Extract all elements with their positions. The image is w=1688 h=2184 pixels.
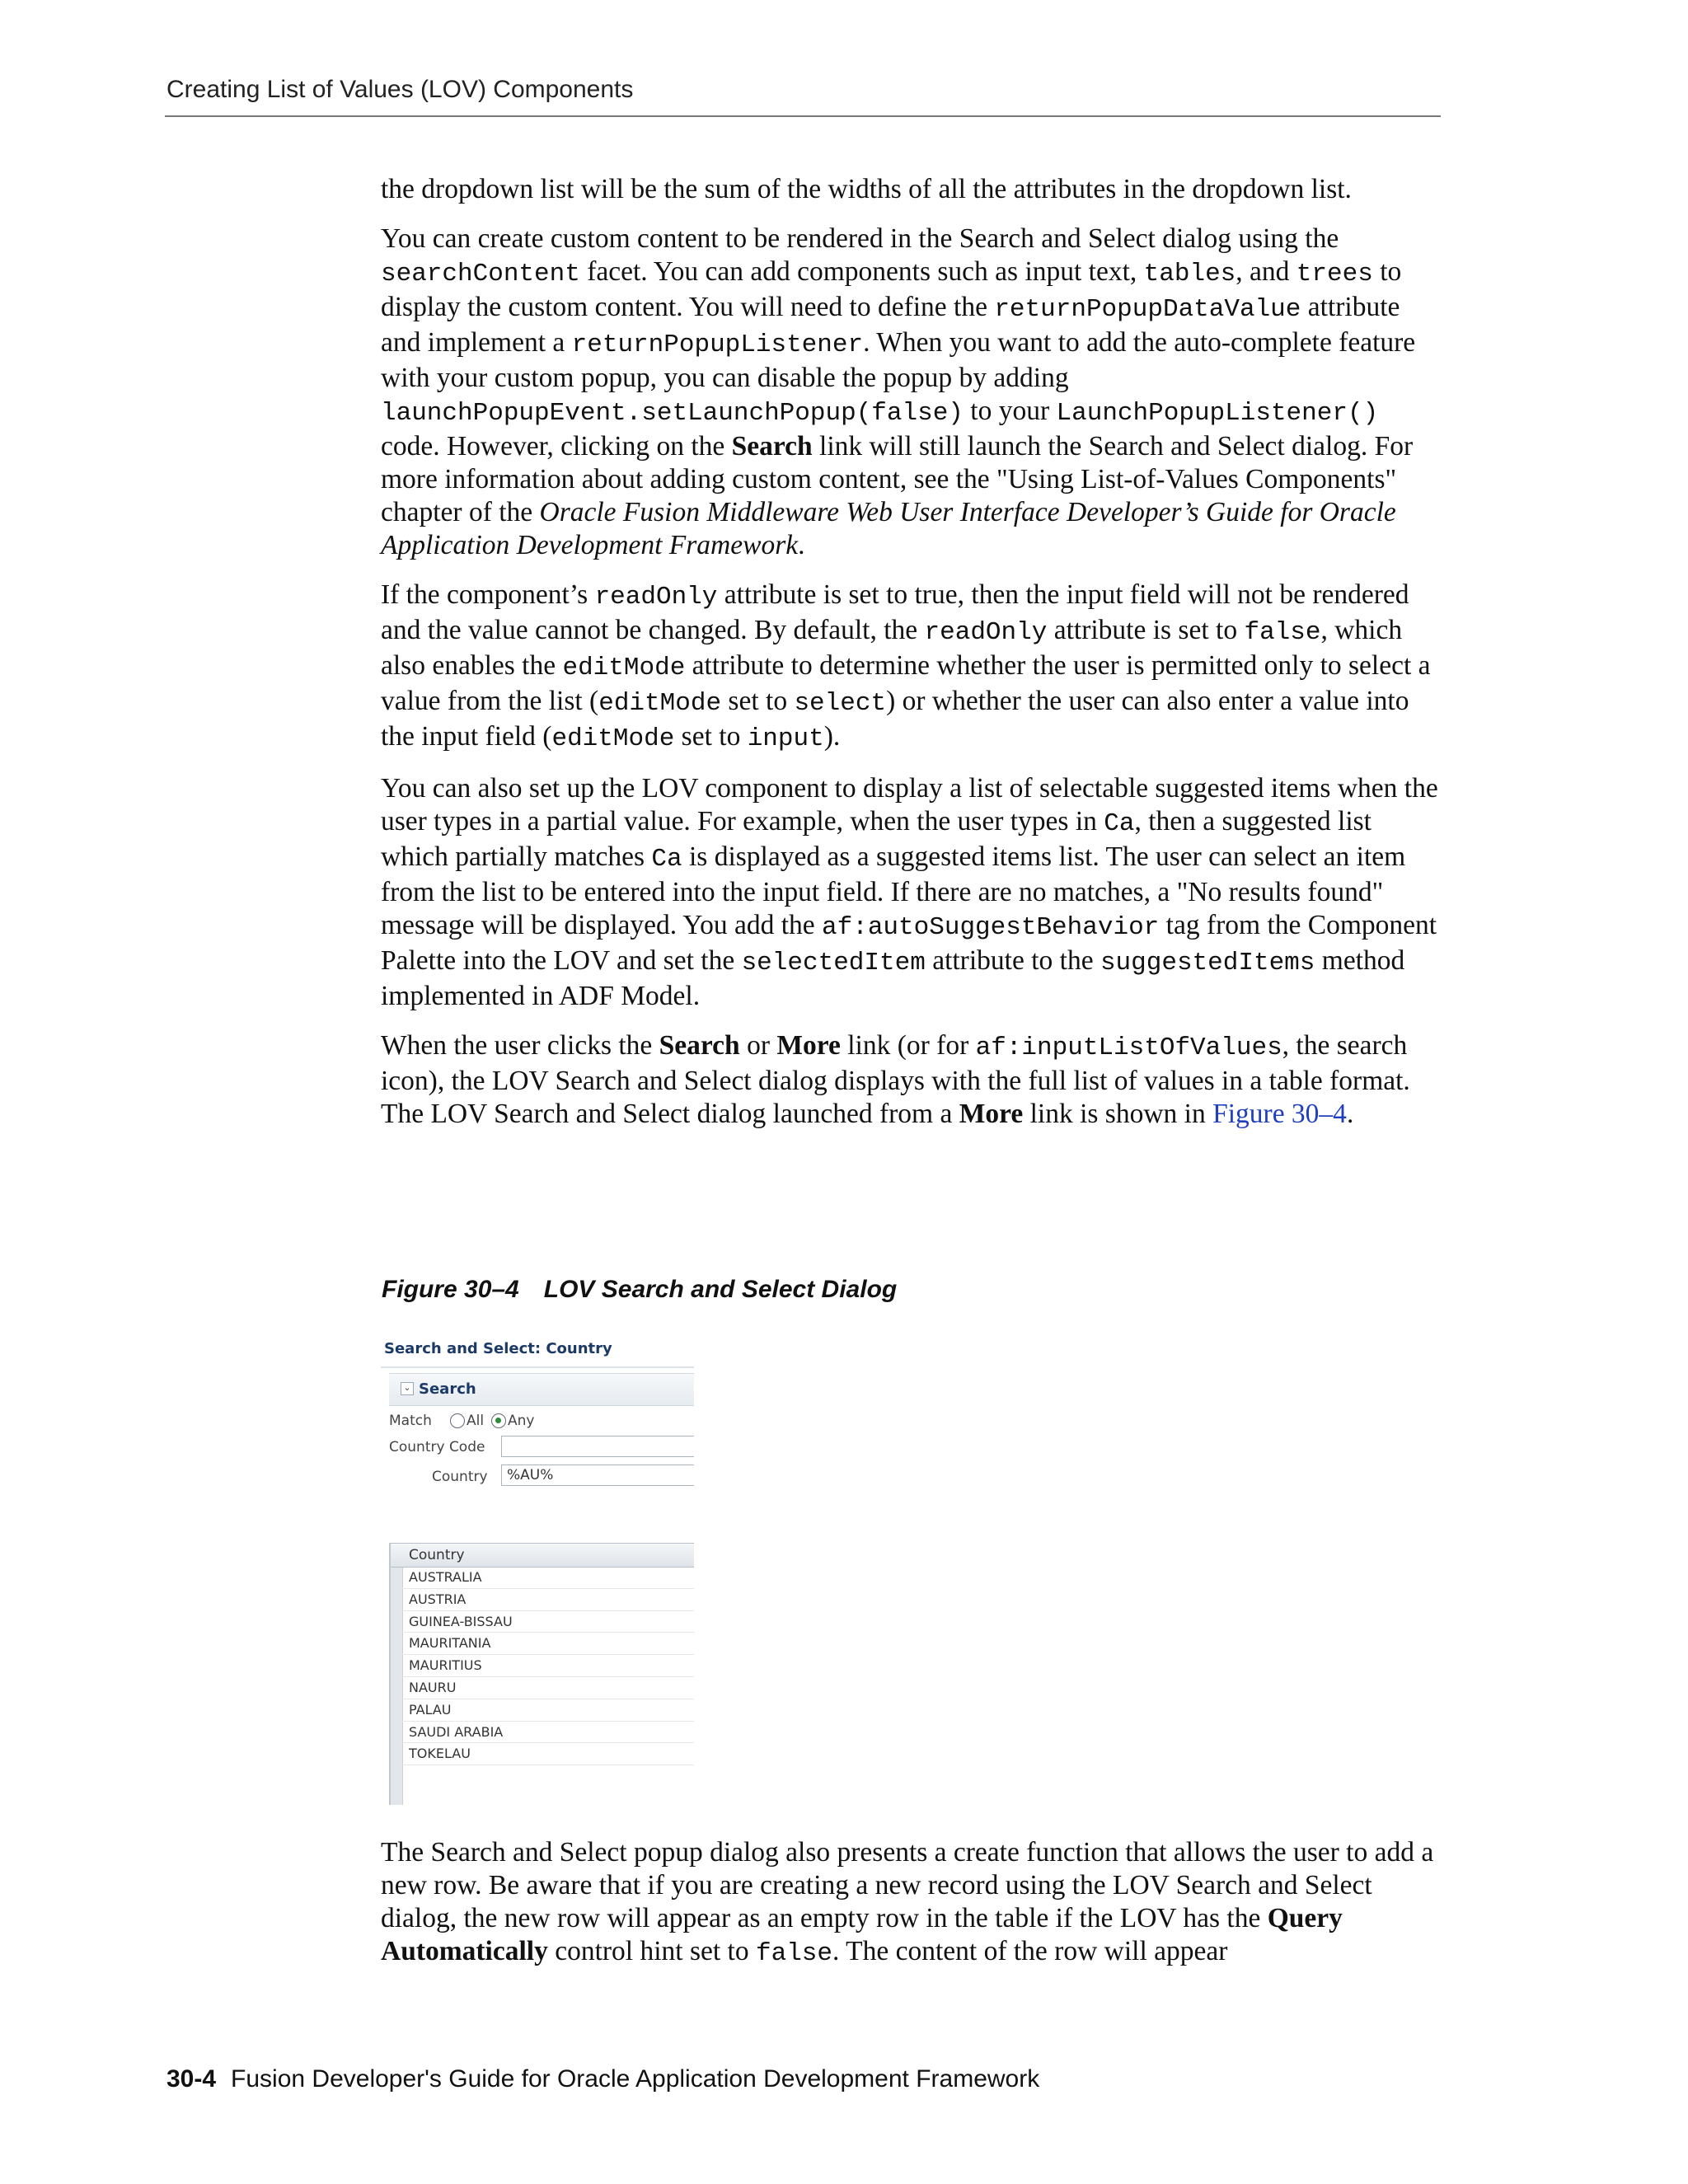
inline-code: select (794, 689, 887, 718)
text-run: If the component’s (381, 579, 595, 610)
figure-title: LOV Search and Select Dialog (543, 1276, 898, 1303)
text-run: link will still launch the Search and Select dialog. For more information about adding custom content, see the "Using List-of-Values Components" chapter of the (381, 431, 1414, 527)
inline-code: LaunchPopupListener() (1056, 399, 1379, 428)
inline-code: readOnly (924, 618, 1048, 647)
inline-code: returnPopupListener (571, 330, 864, 359)
inline-code: af:inputListOfValues (975, 1033, 1282, 1062)
bold-term: Query Automatically (381, 1903, 1343, 1966)
match-all-radio[interactable] (450, 1413, 465, 1428)
inline-code: af:autoSuggestBehavior (822, 913, 1160, 942)
bold-term: More (776, 1030, 841, 1061)
text-run: tag from the Component Palette into the LOV and set the (381, 910, 1437, 976)
inline-code: tables (1143, 260, 1236, 288)
inline-code: readOnly (594, 583, 718, 612)
country-label: Country (432, 1469, 488, 1485)
page-number: 30-4 (166, 2065, 217, 2093)
search-panel-label: Search (419, 1380, 476, 1398)
table-row[interactable]: NAURU (402, 1677, 694, 1699)
text-run: The Search and Select popup dialog also presents a create function that allows the user to add a new row. Be aware that if you are creating a new record using the LOV Search and Select dialog, the new row will appear as an empty row in the table if the LOV has the (381, 1837, 1434, 1933)
lov-dialog-screenshot (381, 1335, 694, 1805)
text-run: . The content of the row will appear (832, 1936, 1228, 1966)
text-run: attribute is set to true, then the input field will not be rendered and the value cannot be changed. By default, the (381, 579, 1409, 645)
text-run: , the search icon), the LOV Search and Select dialog displays with the full list of values in a table format. The LOV Search and Select dialog launched from a (381, 1030, 1410, 1129)
inline-code: Ca (651, 845, 682, 874)
inline-code: suggestedItems (1100, 949, 1315, 977)
paragraph (381, 173, 1441, 206)
inline-code: trees (1296, 260, 1373, 288)
inline-code: input (747, 724, 824, 753)
table-header[interactable] (391, 1543, 694, 1568)
header-rule (165, 115, 1441, 117)
inline-code: returnPopupDataValue (994, 295, 1301, 324)
text-run: link is shown in (1023, 1099, 1213, 1129)
text-run: ). (823, 721, 841, 752)
inline-code: false (756, 1939, 833, 1968)
text-run: attribute is set to (1047, 615, 1245, 645)
text-run: attribute to determine whether the user is permitted only to select a value from the list ( (381, 650, 1431, 716)
running-head: Creating List of Values (LOV) Components (166, 76, 634, 103)
text-run: or (739, 1030, 777, 1061)
text-run: is displayed as a suggested items list. The user can select an item from the list to be entered into the input field. If there are no matches, a "No results found" message will be displayed. You add the (381, 841, 1406, 940)
inline-code: selectedItem (741, 949, 926, 977)
figure-number: Figure 30–4 (382, 1276, 519, 1303)
table-row[interactable]: MAURITIUS (402, 1655, 694, 1677)
text-run: attribute and implement a (381, 292, 1400, 358)
country-field[interactable]: %AU% (501, 1465, 694, 1486)
inline-code: launchPopupEvent.setLaunchPopup(false) (381, 399, 964, 428)
body-text-continued (381, 1836, 1441, 1971)
text-run: attribute to the (925, 945, 1100, 976)
text-run: to your (963, 396, 1057, 426)
book-title-ref: Oracle Fusion Middleware Web User Interface Developer’s Guide for Oracle Application Development Framework (381, 497, 1396, 560)
text-run: , which also enables the (381, 615, 1403, 681)
text-run: . When you want to add the auto-complete feature with your custom popup, you can disable the popup by adding (381, 327, 1416, 393)
table-row[interactable]: PALAU (402, 1699, 694, 1722)
chevron-down-icon[interactable]: ⌄ (401, 1382, 414, 1395)
text-run: . (1346, 1099, 1354, 1129)
dialog-title-rule (381, 1366, 694, 1368)
text-run: facet. You can add components such as input text, (579, 256, 1144, 287)
inline-code: false (1244, 618, 1321, 647)
match-any-radio[interactable] (491, 1413, 506, 1428)
dialog-title: Search and Select: Country (384, 1340, 612, 1357)
book-title: Fusion Developer's Guide for Oracle Application Development Framework (231, 2065, 1040, 2093)
search-panel-header[interactable] (389, 1373, 694, 1406)
inline-code: editMode (551, 724, 675, 753)
country-code-label: Country Code (389, 1439, 485, 1455)
inline-code: searchContent (381, 260, 580, 288)
text-run: , then a suggested list which partially matches (381, 806, 1372, 872)
results-table (389, 1543, 694, 1805)
inline-code: editMode (562, 654, 686, 682)
bold-term: Search (659, 1030, 740, 1061)
text-run: code. However, clicking on the (381, 431, 732, 462)
text-run: You can also set up the LOV component to display a list of selectable suggested items when the user types in a partial value. For example, when the user types in (381, 773, 1438, 837)
text-run: set to (674, 721, 748, 752)
figure-caption (382, 1276, 897, 1304)
text-run: ) or whether the user can also enter a value into the input field ( (381, 686, 1409, 752)
text-run: method implemented in ADF Model. (381, 945, 1405, 1011)
bold-term: More (959, 1099, 1024, 1129)
page-footer (166, 2065, 1039, 2093)
text-run: set to (721, 686, 795, 716)
paragraph (381, 772, 1441, 1013)
paragraph (381, 579, 1441, 756)
table-row[interactable]: MAURITANIA (402, 1633, 694, 1655)
row-selector-gutter (391, 1543, 403, 1805)
paragraph (381, 1029, 1441, 1131)
text-run: the dropdown list will be the sum of the widths of all the attributes in the dropdown list. (381, 174, 1352, 204)
paragraph (381, 223, 1441, 562)
text-run: , and (1236, 256, 1296, 287)
table-row[interactable]: SAUDI ARABIA (402, 1722, 694, 1744)
text-run: to display the custom content. You will need to define the (381, 256, 1402, 322)
column-header-country: Country (409, 1547, 465, 1563)
table-row[interactable]: AUSTRALIA (402, 1567, 694, 1589)
match-label: Match (389, 1413, 432, 1429)
table-row[interactable]: GUINEA-BISSAU (402, 1611, 694, 1633)
inline-code: editMode (598, 689, 722, 718)
text-run: link (or for (840, 1030, 976, 1061)
text-run: control hint set to (547, 1936, 756, 1966)
match-any-label: Any (508, 1413, 535, 1429)
text-run: When the user clicks the (381, 1030, 659, 1061)
paragraph (381, 1836, 1441, 1971)
text-run: . (798, 530, 805, 560)
table-row[interactable]: AUSTRIA (402, 1589, 694, 1611)
bold-term: Search (731, 431, 813, 462)
country-code-field[interactable] (501, 1436, 694, 1457)
text-run: You can create custom content to be rendered in the Search and Select dialog using the (381, 223, 1339, 254)
inline-code: Ca (1104, 809, 1135, 838)
match-all-label: All (467, 1413, 485, 1429)
table-row[interactable]: TOKELAU (402, 1743, 694, 1765)
body-text (381, 173, 1441, 1147)
figure-link[interactable]: Figure 30–4 (1212, 1099, 1347, 1129)
